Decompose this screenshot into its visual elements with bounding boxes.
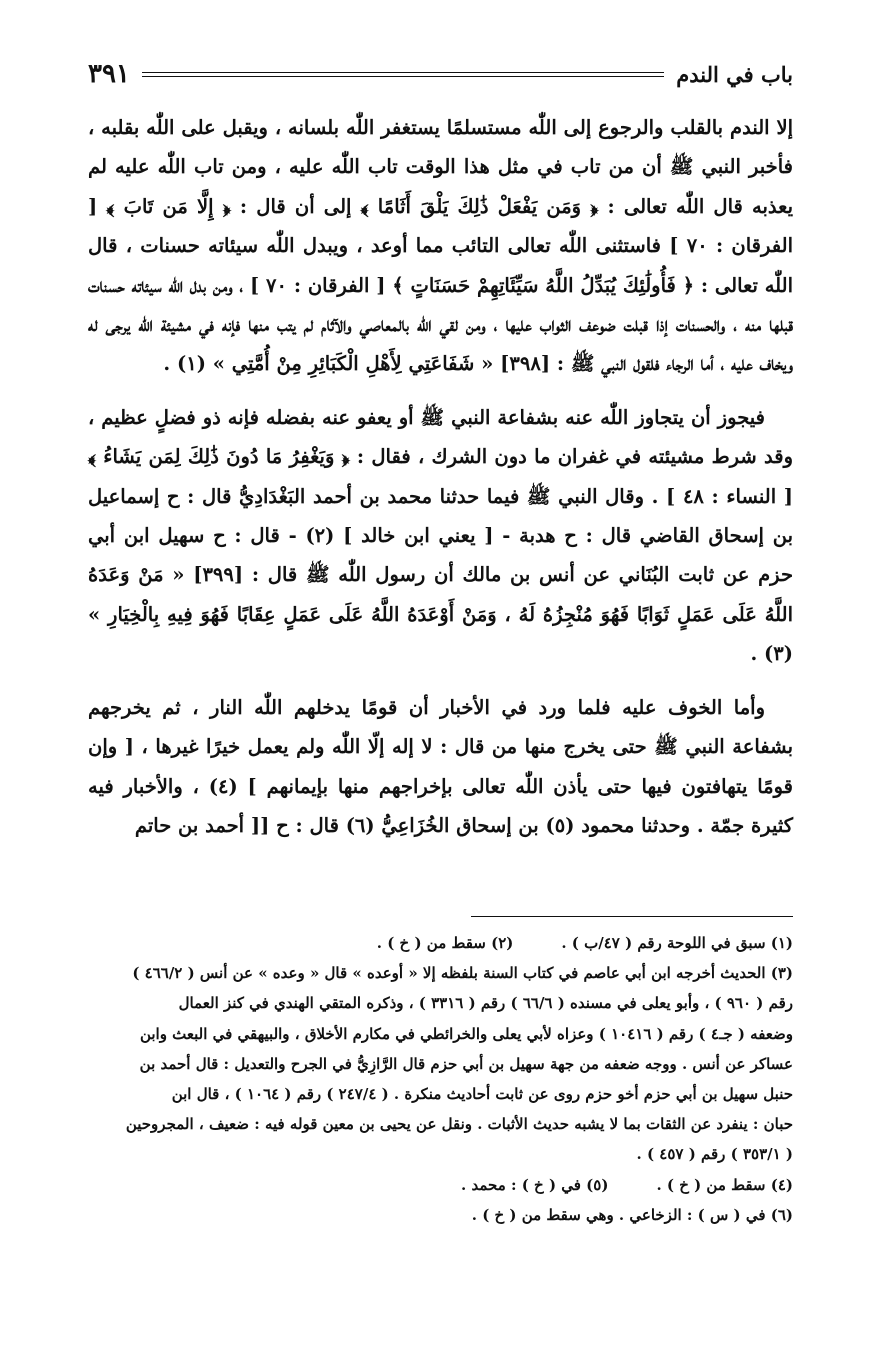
main-text [88,108,793,859]
footnote-3-line: حنبل سهيل بن أبي حزم أخو حزم روى عن ثابت أحاديث منكرة . ( ٢٤٧/٤ ) رقم ( ١٠٦٤ ) ، قال ابن [171,1085,793,1104]
paragraph-2: فيجوز أن يتجاوز اللّٰه عنه بشفاعة النبي ﷺ أو يعفو عنه بفضله فإنه ذو فضلٍ عظيم ، وقد شرط مشيئته في غفران ما دون الشرك ، فقال : ﴿ وَيَغْفِرُ مَا دُونَ ذَٰلِكَ لِمَن يَشَاءُ ﴾ [ النساء : ٤٨ ] . وقال النبي ﷺ فيما حدثنا محمد بن أحمد البَغْدَادِيُّ قال : ح إسماعيل بن إسحاق القاضي قال : ح هدبة - [ يعني ابن خالد ] (٢) - قال : ح سهيل ابن أبي حزم عن ثابت البُنَاني عن أنس بن مالك أن رسول اللّٰه ﷺ قال : [٣٩٩] « مَنْ وَعَدَهُ اللَّهُ عَلَى عَمَلٍ ثَوَابًا فَهُوَ مُنْجِزُهُ لَهُ ، وَمَنْ أَوْعَدَهُ اللَّهُ عَلَى عَمَلٍ عِقَابًا فَهُوَ فِيهِ بِالْخِيَارِ » (٣) . [88,405,794,666]
page-header [88,56,793,92]
running-head: باب في الندم [676,61,793,87]
footnote-4: (٤) سقط من ( خ ) . [656,1175,793,1194]
footnote-row-2 [88,1170,793,1200]
footnote-2: (٢) سقط من ( خ ) . [376,934,514,952]
footnote-3 [88,958,793,1169]
footnotes [88,928,793,1230]
header-double-rule [142,72,664,77]
footnote-3-line: وضعفه ( جـ٤ ) رقم ( ١٠٤١٦ ) وعزاه لأبي يعلى والخرائطي في مكارم الأخلاق ، والبيهقي في البعث وابن [139,1024,793,1043]
footnote-separator [471,916,793,917]
footnote-3-line: (٣) الحديث أخرجه ابن أبي عاصم في كتاب السنة بلفظه إلا « أوعده » قال « وعده » عن أنس ( ٤٦٦/٢ ) [132,964,793,983]
paragraph-1: إلا الندم بالقلب والرجوع إلى اللّٰه مستسلمًا يستغفر اللّٰه بلسانه ، ويقبل على اللّٰه بقلبه ، فأخبر النبي ﷺ أن من تاب في مثل هذا الوقت تاب اللّٰه عليه ، ومن تاب اللّٰه عليه لم يعذبه قال اللّٰه تعالى : ﴿ وَمَن يَفْعَلْ ذَٰلِكَ يَلْقَ أَثَامًا ﴾ إلى أن قال : ﴿ إِلَّا مَن تَابَ ﴾ [ الفرقان : ٧٠ ] فاستثنى اللّٰه تعالى التائب مما أوعد ، ويبدل اللّٰه سيئاته حسنات ، قال اللّٰه تعالى : ﴿ فَأُولَٰئِكَ يُبَدِّلُ اللَّهُ سَيِّئَاتِهِمْ حَسَنَاتٍ ﴾ [ الفرقان : ٧٠ ] ، ومن بدل اللّٰه سيئاته حسنات قبلها منه ، والحسنات إذا قبلت ضوعف الثواب عليها ، ومن لقي اللّٰه بالمعاصي والآثام لم يتب منها فإنه في مشيئة اللّٰه يرجى له ويخاف عليه ، أما الرجاء فلقول النبي ﷺ : [٣٩٨] « شَفَاعَتِي لِأَهْلِ الْكَبَائِرِ مِنْ أُمَّتِي » (١) . [88,116,793,376]
footnote-5: (٥) في ( خ ) : محمد . [461,1175,609,1194]
footnote-3-line: عساكر عن أنس . ووجه ضعفه من جهة سهيل بن أبي حزم قال الرَّازِيُّ في الجرح والتعديل : قال أحمد بن [139,1054,793,1073]
page-number: ٣٩١ [88,59,130,89]
book-page [88,0,793,1359]
footnote-1: (١) سبق في اللوحة رقم ( ٤٧/ب ) . [561,934,793,952]
footnote-3-line: حبان : ينفرد عن الثقات بما لا يشبه حديث الأثبات . ونقل عن يحيى بن معين قوله فيه : ضعيف ، المجروحين [125,1115,793,1134]
paragraph-3: وأما الخوف عليه فلما ورد في الأخبار أن قومًا يدخلهم اللّٰه النار ، ثم يخرجهم بشفاعة النبي ﷺ حتى يخرج منها من قال : لا إله إلّا اللّٰه ولم يعمل خيرًا غيرها ، [ وإن قومًا يتهافتون فيها حتى يأذن اللّٰه تعالى بإخراجهم منها بإيمانهم ] (٤) ، والأخبار فيه كثيرة جمّة . وحدثنا محمود (٥) بن إسحاق الخُزَاعِيُّ (٦) قال : ح [[ أحمد بن حاتم [88,695,793,837]
footnote-row-1 [88,928,793,958]
footnote-3-line: رقم ( ٩٦٠ ) ، وأبو يعلى في مسنده ( ٦٦/٦ ) رقم ( ٣٣١٦ ) ، وذكره المتقي الهندي في كنز العمال [178,994,793,1013]
footnote-6: (٦) في ( س ) : الزخاعي . وهي سقط من ( خ ) . [471,1205,793,1224]
footnote-3-line: ( ٣٥٣/١ ) رقم ( ٤٥٧ ) . [636,1145,793,1164]
